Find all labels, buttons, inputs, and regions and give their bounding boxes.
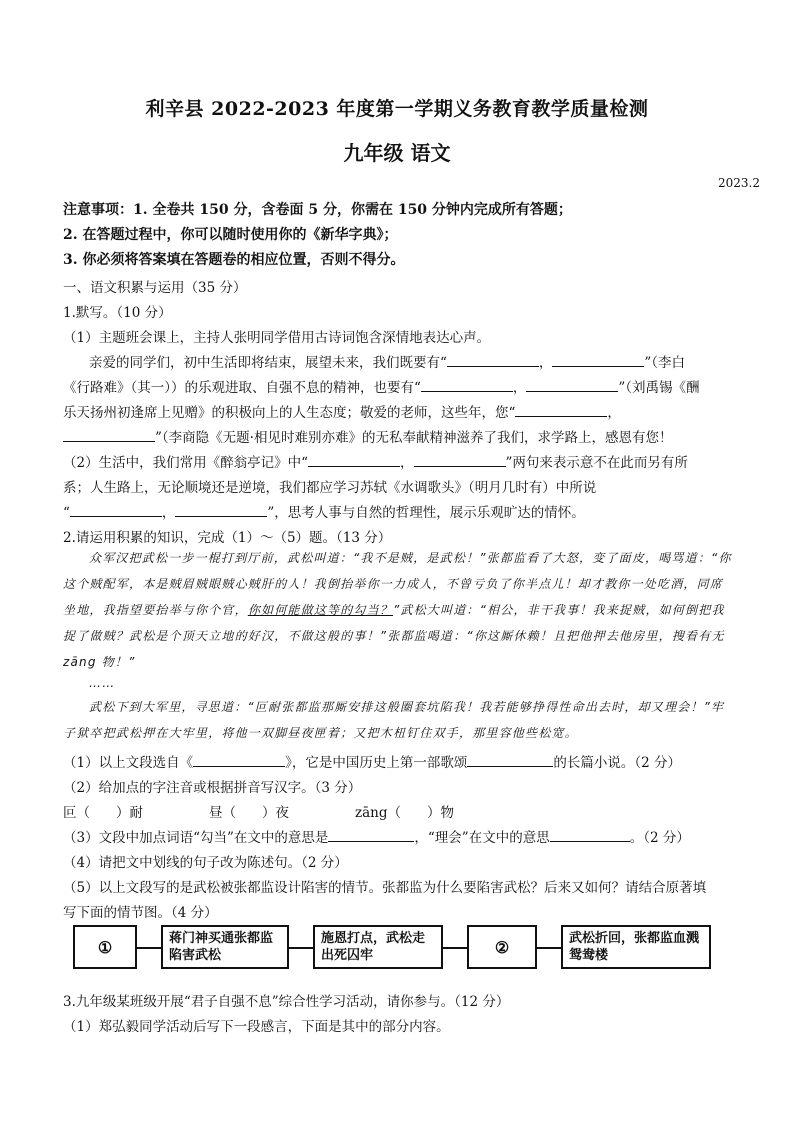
text: 乐天扬州初逢席上见赠》的积极向上的人生态度；敬爱的老师，这些年，您“ [63,405,516,421]
text: ”（李白 [644,355,686,371]
text: （1）以上文段选自《 [63,755,194,771]
excerpt-2: 武松下到大军里，寻思道：“叵耐张都监那厮安排这般圈套坑陷我！我若能够挣得性命出去时，却又理会！”牢子狱卒把武松押在大牢里，将他一双脚昼夜匣着；又把木杻钉住双手，那里容他些松宽。 [63,700,725,740]
blank-9[interactable] [70,502,162,517]
q2-sub-4: （4）请把文中划线的句子改为陈述句。（2 分） [63,855,348,871]
excerpt-text: ”武松大叫道：“相公，非干我事！我来捉贼，如何倒把我捉了做贼？武松是个顶天立地的好汉，不做这般的事！”张都监喝道：“你这厮休赖！且把他押去他房里，搜看有无 zāng 物！” [63,603,725,669]
exam-subtitle: 九年级 语文 [343,141,451,165]
flow-connector [443,947,467,949]
ellipsis: …… [89,676,116,690]
blank-2[interactable] [552,352,644,367]
text: 的长篇小说。（2 分） [553,755,681,771]
blank-theme[interactable] [467,752,553,767]
flow-connector [537,947,561,949]
blank-goudang[interactable] [328,827,414,842]
question-2-label: 2.请运用积累的知识，完成（1）～（5）题。（13 分） [63,530,392,546]
text: ）物 [427,805,454,821]
q2-sub-5-line2: 写下面的情节图。（4 分） [63,905,218,921]
q1-line-5 [63,451,688,471]
flow-box-5: 武松折回，张都监血溅鸳鸯楼 [561,925,711,969]
blank-book[interactable] [193,752,285,767]
underlined-sentence: 你如何能做这等的勾当？ [247,603,394,617]
q1-line-6: 系；人生路上，无论顺境还是逆境，我们都应学习苏轼《水调歌头》（明月几时有）中所说 [63,480,597,496]
text: ”两句来表示意不在此而另有所 [505,455,688,471]
blank-3[interactable] [421,377,513,392]
text: 叵（ [63,805,90,821]
question-1-label: 1.默写。（10 分） [63,305,172,321]
blank-1[interactable] [447,352,539,367]
text: 》，它是中国历史上第一部歌颂 [285,755,468,771]
text: 昼（ [209,805,236,821]
blank-lihui[interactable] [550,827,630,842]
flow-blank-1[interactable]: ① [73,925,137,969]
text: 。（2 分） [629,830,690,846]
excerpt-1 [63,545,733,675]
blank-4[interactable] [526,377,618,392]
text: zāng（ [355,805,401,821]
q1-line-2 [63,376,700,396]
flow-box-3: 施恩打点，武松走出死囚牢 [313,925,443,969]
text: ， [607,405,621,421]
text: ， [512,380,527,396]
q2-sub-3 [63,826,690,846]
text: ”（李商隐《无题·相见时难别亦难》的无私奉献精神滋养了我们，求学路上，感恩有您！ [155,430,673,446]
text: ”（刘禹锡《酬 [618,380,700,396]
text: 亲爱的同学们，初中生活即将结束，展望未来，我们既要有“ [89,355,447,371]
q1-line-1 [89,351,685,371]
note-1: 注意事项：1. 全卷共 150 分，含卷面 5 分，你需在 150 分钟内完成所有答题； [63,202,572,218]
text: （3）文段中加点词语“勾当”在文中的意思是 [63,830,329,846]
note-2: 2. 在答题过程中，你可以随时使用你的《新华字典》； [63,227,398,243]
q2-sub-2: （2）给加点的字注音或根据拼音写汉字。（3 分） [63,780,362,796]
flow-box-2: 蒋门神买通张都监陷害武松 [161,925,289,969]
question-1-part1: （1）主题班会课上，主持人张明同学借用古诗词饱含深情地表达心声。 [63,330,491,346]
blank-7[interactable] [308,452,400,467]
text: ， [400,455,414,471]
q2-sub-5-line1: （5）以上文段写的是武松被张都监设计陷害的情节。张都监为什么要陷害武松？后来又如何？请结合原著填 [63,880,707,896]
text: ）耐 [116,805,143,821]
note-3: 3. 你必须将答案填在答题卷的相应位置，否则不得分。 [63,252,405,268]
text: ）夜 [262,805,289,821]
text: ”，思考人事与自然的哲理性，展示乐观旷达的情怀。 [267,505,585,521]
flow-connector [137,947,161,949]
q1-line-7 [63,501,585,521]
q2-sub-2-items [63,801,454,821]
blank-8[interactable] [414,452,506,467]
flow-blank-2[interactable]: ② [467,925,537,969]
blank-10[interactable] [175,502,267,517]
q1-line-4 [63,426,672,446]
excerpt-text: 众军汉把武松一步一棍打到厅前，武松叫道：“我不是贼，是武松！”张都监看了大怒，变了面皮，喝骂道：“你这个贼配军，本是贼眉贼眼贼心贼肝的人！我倒抬举你一力成人，不曾亏负了你半点儿！却才教你一处吃酒，同席坐地，我指望要抬举与你个官， [63,551,732,617]
q2-sub-1 [63,751,681,771]
text: （2）生活中，我们常用《醉翁亭记》中“ [63,455,308,471]
flow-connector [289,947,313,949]
q1-line-3 [63,401,621,421]
exam-date: 2023.2 [718,176,760,190]
exam-title: 利辛县 2022-2023 年度第一学期义务教育教学质量检测 [145,98,649,120]
question-3-part1: （1）郑弘毅同学活动后写下一段感言，下面是其中的部分内容。 [63,1019,450,1035]
blank-5[interactable] [515,402,607,417]
blank-6[interactable] [63,427,155,442]
section-heading: 一、语文积累与运用（35 分） [63,280,247,296]
text: ， [161,505,176,521]
text: “ [63,505,70,521]
text: ，“理会”在文中的意思 [414,830,550,846]
text: 《行路难》（其一））的乐观进取、自强不息的精神，也要有“ [63,380,421,396]
question-3-label: 3.九年级某班级开展“君子自强不息”综合性学习活动，请你参与。（12 分） [63,994,510,1010]
text: ， [538,355,553,371]
